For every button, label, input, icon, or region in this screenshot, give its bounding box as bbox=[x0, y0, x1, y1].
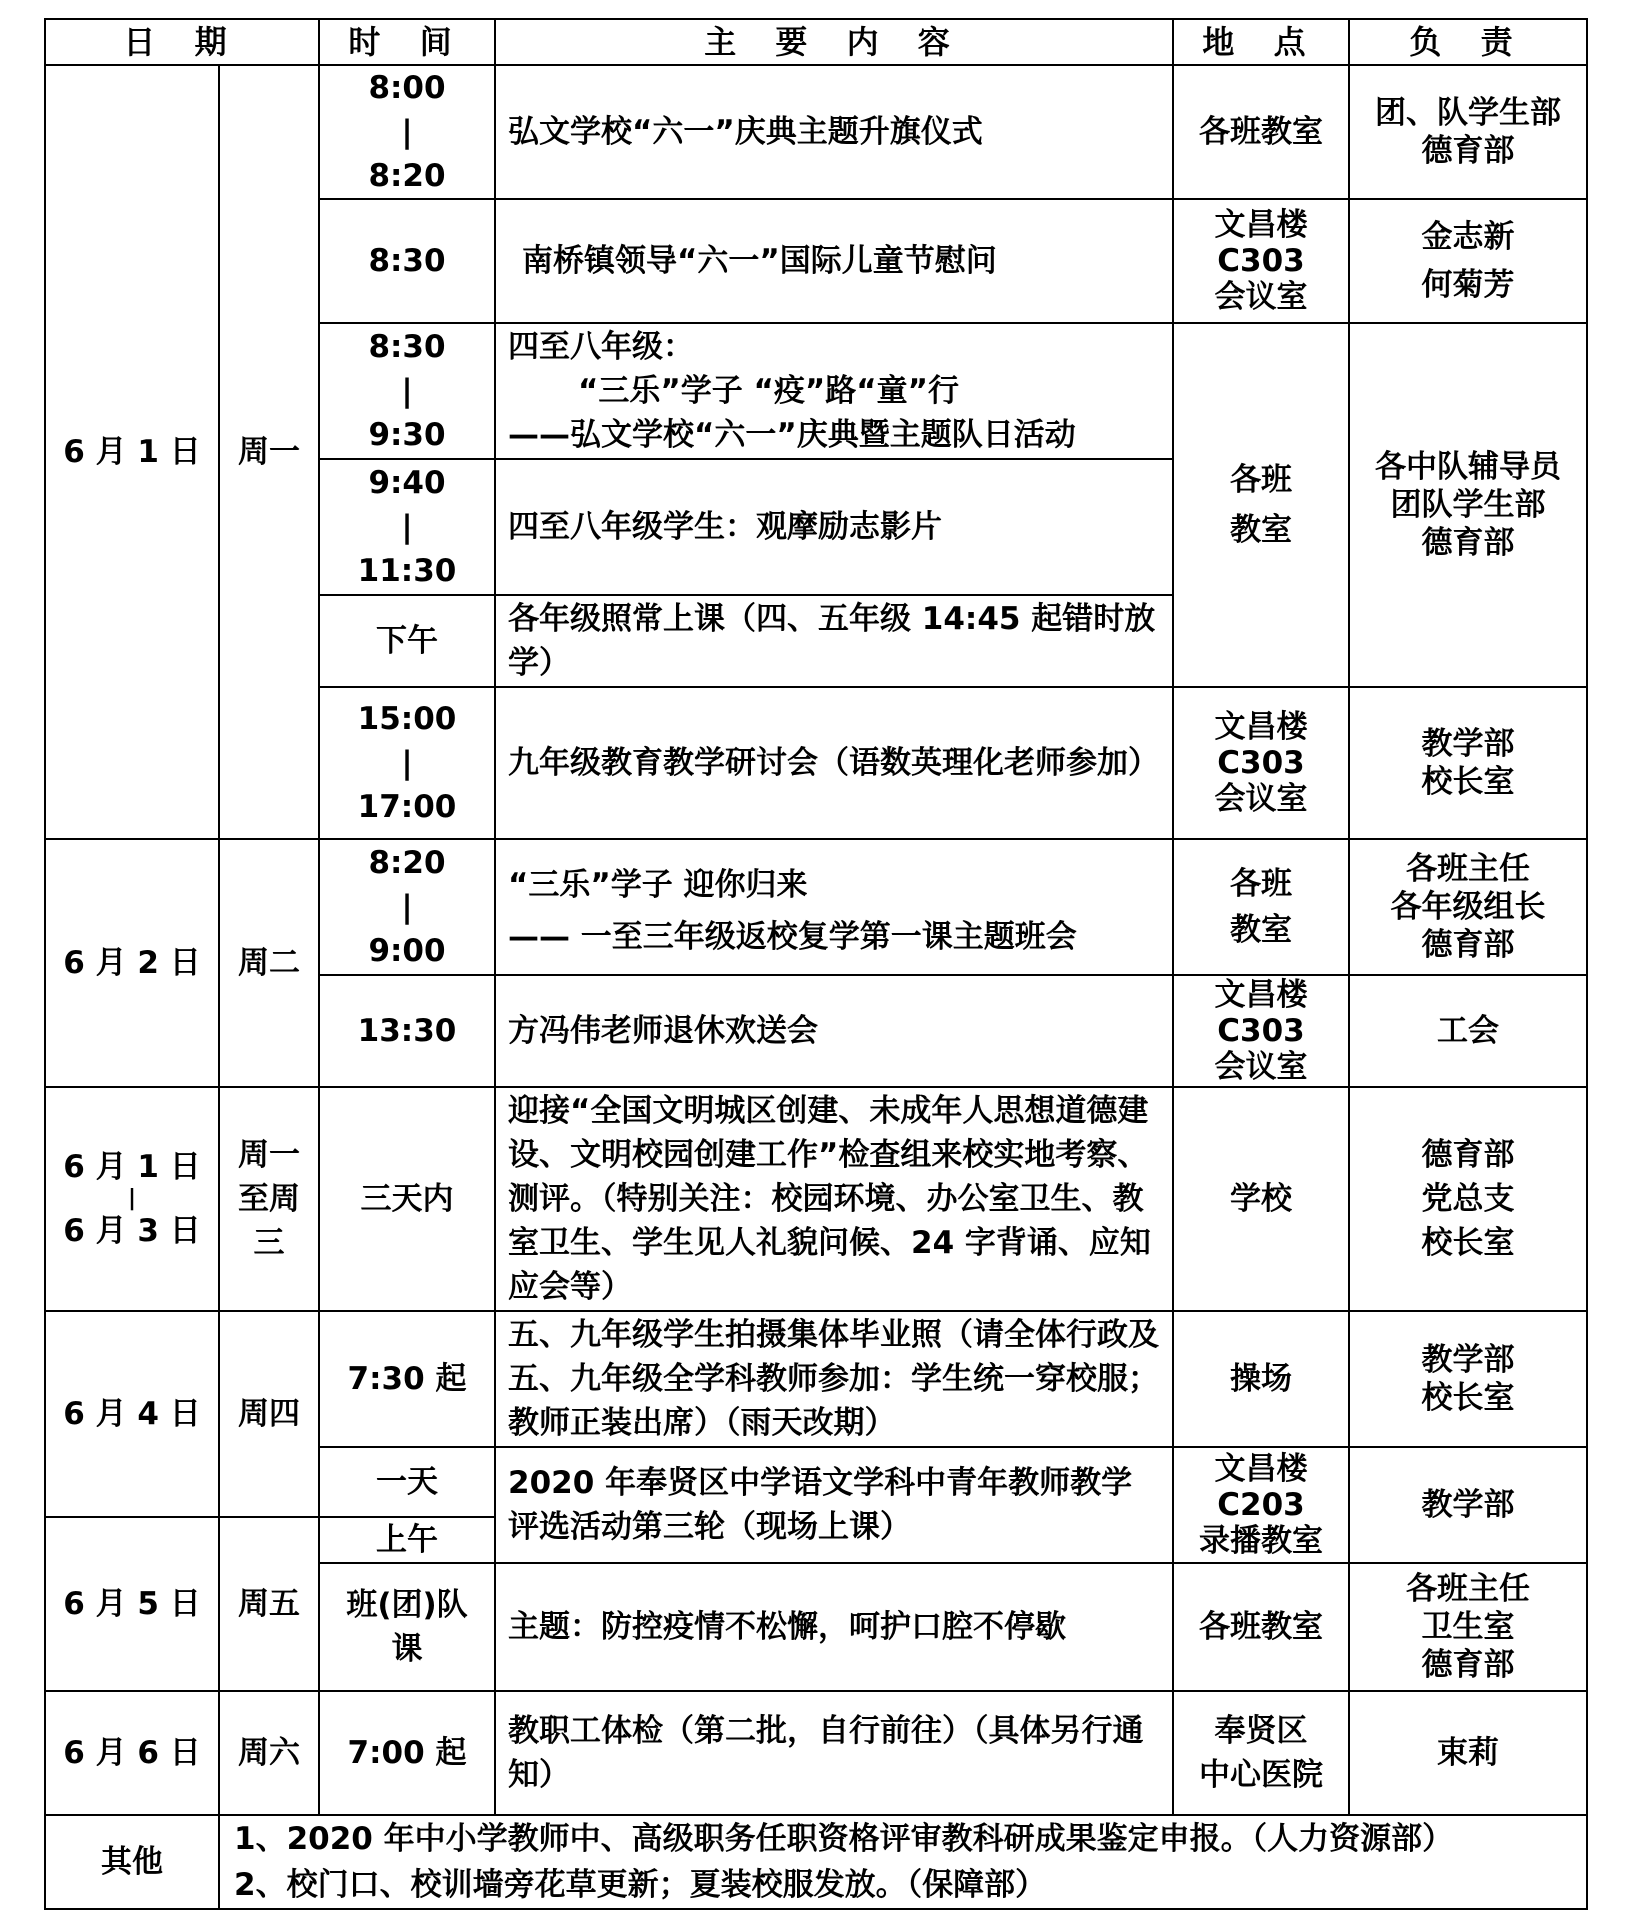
content-cell bbox=[495, 1563, 1173, 1691]
responsible-line: 校长室 bbox=[1421, 1380, 1515, 1416]
location-line: 各班教室 bbox=[1199, 1609, 1323, 1645]
location-line: 中心医院 bbox=[1199, 1757, 1323, 1793]
weekday-cell: 周四 bbox=[219, 1311, 319, 1517]
content-cell bbox=[495, 1087, 1173, 1311]
table-row bbox=[45, 1815, 1587, 1909]
location-cell bbox=[1173, 1447, 1349, 1563]
location-cell bbox=[1173, 1691, 1349, 1815]
time-end: 课 bbox=[391, 1631, 423, 1667]
location-line: 会议室 bbox=[1214, 279, 1308, 315]
time-separator: | bbox=[401, 509, 413, 545]
table-row bbox=[45, 1311, 1587, 1447]
responsible-cell bbox=[1349, 1563, 1587, 1691]
weekday-cell bbox=[219, 1087, 319, 1311]
weekday-cell: 周一 bbox=[219, 65, 319, 839]
content-cell bbox=[495, 65, 1173, 199]
responsible-line: 团、队学生部 bbox=[1375, 95, 1561, 131]
table-row bbox=[45, 839, 1587, 975]
responsible-line: 德育部 bbox=[1421, 1647, 1515, 1683]
time-separator: | bbox=[401, 745, 413, 781]
content-cell bbox=[495, 687, 1173, 839]
responsible-line: 束莉 bbox=[1437, 1735, 1499, 1771]
responsible-line: 何菊芳 bbox=[1421, 267, 1515, 303]
time-separator: | bbox=[401, 114, 413, 150]
time-cell bbox=[319, 459, 495, 595]
time-start: 13:30 bbox=[357, 1013, 457, 1049]
time-end: 17:00 bbox=[357, 789, 457, 825]
responsible-line: 团队学生部 bbox=[1390, 487, 1546, 523]
date-separator: | bbox=[127, 1186, 137, 1211]
header-content: 主 要 内 容 bbox=[495, 19, 1173, 65]
location-line: 教室 bbox=[1230, 912, 1292, 948]
location-cell bbox=[1173, 1311, 1349, 1447]
location-line: 文昌楼 bbox=[1214, 1451, 1308, 1487]
responsible-line: 各班主任 bbox=[1406, 1571, 1530, 1607]
header-responsible: 负 责 bbox=[1349, 19, 1587, 65]
time-cell bbox=[319, 1563, 495, 1691]
time-start: 9:40 bbox=[368, 465, 446, 501]
content-cell bbox=[495, 975, 1173, 1087]
content-line: “三乐”学子 “疫”路“童”行 bbox=[578, 373, 960, 409]
content-line: “三乐”学子 迎你归来 bbox=[508, 867, 808, 903]
header-date: 日 期 bbox=[45, 19, 319, 65]
location-line: 教室 bbox=[1230, 512, 1292, 548]
content-line: 2020 年奉贤区中学语文学科中青年教师教学评选活动第三轮（现场上课） bbox=[508, 1465, 1133, 1545]
table-row bbox=[45, 1087, 1587, 1311]
location-line: 奉贤区 bbox=[1214, 1713, 1308, 1749]
weekday-line: 周一 bbox=[238, 1137, 300, 1173]
responsible-cell bbox=[1349, 1447, 1587, 1563]
content-line: 教职工体检（第二批，自行前往）（具体另行通知） bbox=[508, 1713, 1144, 1793]
time-start: 7:30 起 bbox=[347, 1361, 467, 1397]
content-line: 弘文学校“六一”庆典主题升旗仪式 bbox=[508, 114, 983, 150]
table-row bbox=[45, 1691, 1587, 1815]
weekday-cell: 周六 bbox=[219, 1691, 319, 1815]
time-cell bbox=[319, 1311, 495, 1447]
location-cell bbox=[1173, 1563, 1349, 1691]
time-cell bbox=[319, 839, 495, 975]
responsible-line: 各年级组长 bbox=[1390, 889, 1546, 925]
location-line: 会议室 bbox=[1214, 1049, 1308, 1085]
time-separator: | bbox=[401, 373, 413, 409]
time-cell bbox=[319, 65, 495, 199]
date-cell: 6 月 5 日 bbox=[45, 1517, 219, 1691]
other-item: 1、2020 年中小学教师中、高级职务任职资格评审教科研成果鉴定申报。（人力资源部） bbox=[234, 1821, 1454, 1857]
time-cell: 上午 bbox=[319, 1517, 495, 1563]
content-cell bbox=[495, 1311, 1173, 1447]
responsible-cell bbox=[1349, 1087, 1587, 1311]
responsible-line: 德育部 bbox=[1421, 927, 1515, 963]
responsible-cell bbox=[1349, 199, 1587, 323]
content-line: 四至八年级学生：观摩励志影片 bbox=[508, 509, 942, 545]
content-line: 方冯伟老师退休欢送会 bbox=[508, 1013, 818, 1049]
responsible-cell bbox=[1349, 323, 1587, 687]
responsible-line: 党总支 bbox=[1421, 1181, 1515, 1217]
content-cell bbox=[495, 323, 1173, 459]
location-line: 文昌楼 bbox=[1214, 709, 1308, 745]
time-cell bbox=[319, 595, 495, 687]
date-cell: 6 月 6 日 bbox=[45, 1691, 219, 1815]
time-separator: | bbox=[401, 889, 413, 925]
time-cell bbox=[319, 323, 495, 459]
responsible-line: 校长室 bbox=[1421, 764, 1515, 800]
responsible-cell bbox=[1349, 975, 1587, 1087]
location-line: C303 bbox=[1217, 745, 1305, 781]
content-line: 五、九年级学生拍摄集体毕业照（请全体行政及五、九年级全学科教师参加：学生统一穿校服；教师正装出席）（雨天改期） bbox=[508, 1317, 1159, 1441]
content-line: 南桥镇领导“六一”国际儿童节慰问 bbox=[522, 243, 997, 279]
content-line: 各年级照常上课（四、五年级 14:45 起错时放学） bbox=[508, 601, 1156, 681]
schedule-table bbox=[44, 18, 1588, 1910]
location-line: 各班 bbox=[1230, 866, 1292, 902]
location-line: 各班 bbox=[1230, 462, 1292, 498]
location-cell bbox=[1173, 1087, 1349, 1311]
content-cell bbox=[495, 839, 1173, 975]
responsible-line: 德育部 bbox=[1421, 1137, 1515, 1173]
responsible-line: 德育部 bbox=[1421, 525, 1515, 561]
responsible-line: 卫生室 bbox=[1421, 1609, 1515, 1645]
time-start: 8:00 bbox=[368, 70, 446, 106]
location-line: 操场 bbox=[1230, 1361, 1292, 1397]
date-cell: 6 月 1 日 bbox=[45, 65, 219, 839]
header-row bbox=[45, 19, 1587, 65]
location-line: C203 bbox=[1217, 1487, 1305, 1523]
responsible-cell bbox=[1349, 839, 1587, 975]
other-label: 其他 bbox=[45, 1815, 219, 1909]
location-cell bbox=[1173, 323, 1349, 687]
date-cell: 6 月 2 日 bbox=[45, 839, 219, 1087]
content-cell bbox=[495, 1447, 1173, 1563]
responsible-cell bbox=[1349, 1691, 1587, 1815]
responsible-line: 校长室 bbox=[1421, 1225, 1515, 1261]
location-cell bbox=[1173, 975, 1349, 1087]
content-line: —— 一至三年级返校复学第一课主题班会 bbox=[508, 919, 1077, 955]
content-line: 主题：防控疫情不松懈，呵护口腔不停歇 bbox=[508, 1609, 1066, 1645]
time-start: 8:30 bbox=[368, 243, 446, 279]
location-line: C303 bbox=[1217, 243, 1305, 279]
time-cell bbox=[319, 687, 495, 839]
location-line: 文昌楼 bbox=[1214, 977, 1308, 1013]
responsible-cell bbox=[1349, 1311, 1587, 1447]
location-cell bbox=[1173, 65, 1349, 199]
location-line: 学校 bbox=[1230, 1181, 1292, 1217]
weekday-cell: 周二 bbox=[219, 839, 319, 1087]
time-cell bbox=[319, 1087, 495, 1311]
responsible-cell bbox=[1349, 687, 1587, 839]
content-line: ——弘文学校“六一”庆典暨主题队日活动 bbox=[508, 417, 1076, 453]
weekday-cell: 周五 bbox=[219, 1517, 319, 1691]
responsible-line: 金志新 bbox=[1421, 219, 1515, 255]
weekday-line: 至周 bbox=[238, 1181, 300, 1217]
content-line: 四至八年级： bbox=[508, 329, 694, 365]
location-cell bbox=[1173, 839, 1349, 975]
weekday-line: 三 bbox=[253, 1225, 285, 1261]
responsible-line: 教学部 bbox=[1421, 1342, 1515, 1378]
time-end: 9:00 bbox=[368, 933, 446, 969]
content-cell bbox=[495, 1691, 1173, 1815]
time-cell: 一天 bbox=[319, 1447, 495, 1517]
other-item: 2、校门口、校训墙旁花草更新；夏装校服发放。（保障部） bbox=[234, 1867, 1047, 1903]
responsible-cell bbox=[1349, 65, 1587, 199]
time-cell bbox=[319, 199, 495, 323]
date-cell bbox=[45, 1087, 219, 1311]
responsible-line: 教学部 bbox=[1421, 1487, 1515, 1523]
responsible-line: 德育部 bbox=[1421, 133, 1515, 169]
location-cell bbox=[1173, 199, 1349, 323]
content-cell bbox=[495, 199, 1173, 323]
responsible-line: 教学部 bbox=[1421, 726, 1515, 762]
content-line: 迎接“全国文明城区创建、未成年人思想道德建设、文明校园创建工作”检查组来校实地考察、测评。（特别关注：校园环境、办公室卫生、教室卫生、学生见人礼貌问候、24 字背诵、应知应会等） bbox=[508, 1093, 1151, 1305]
time-start: 7:00 起 bbox=[347, 1735, 467, 1771]
time-start: 8:30 bbox=[368, 329, 446, 365]
location-line: C303 bbox=[1217, 1013, 1305, 1049]
time-start: 8:20 bbox=[368, 845, 446, 881]
date-cell: 6 月 4 日 bbox=[45, 1311, 219, 1517]
time-cell bbox=[319, 1691, 495, 1815]
time-end: 11:30 bbox=[357, 553, 457, 589]
time-end: 8:20 bbox=[368, 158, 446, 194]
content-cell bbox=[495, 459, 1173, 595]
time-end: 9:30 bbox=[368, 417, 446, 453]
location-line: 文昌楼 bbox=[1214, 207, 1308, 243]
responsible-line: 各班主任 bbox=[1406, 851, 1530, 887]
other-content bbox=[219, 1815, 1587, 1909]
content-line: 九年级教育教学研讨会（语数英理化老师参加） bbox=[508, 745, 1159, 781]
time-cell bbox=[319, 975, 495, 1087]
time-start: 下午 bbox=[376, 623, 438, 659]
time-start: 班(团)队 bbox=[346, 1587, 468, 1623]
location-line: 会议室 bbox=[1214, 781, 1308, 817]
responsible-line: 各中队辅导员 bbox=[1375, 449, 1561, 485]
date-line: 6 月 1 日 bbox=[63, 1149, 201, 1185]
time-start: 15:00 bbox=[357, 701, 457, 737]
content-cell bbox=[495, 595, 1173, 687]
header-time: 时 间 bbox=[319, 19, 495, 65]
header-location: 地 点 bbox=[1173, 19, 1349, 65]
date-line: 6 月 3 日 bbox=[63, 1213, 201, 1249]
location-line: 录播教室 bbox=[1199, 1523, 1323, 1559]
responsible-line: 工会 bbox=[1437, 1013, 1499, 1049]
time-start: 三天内 bbox=[360, 1181, 454, 1217]
table-row bbox=[45, 65, 1587, 199]
location-cell bbox=[1173, 687, 1349, 839]
location-line: 各班教室 bbox=[1199, 114, 1323, 150]
